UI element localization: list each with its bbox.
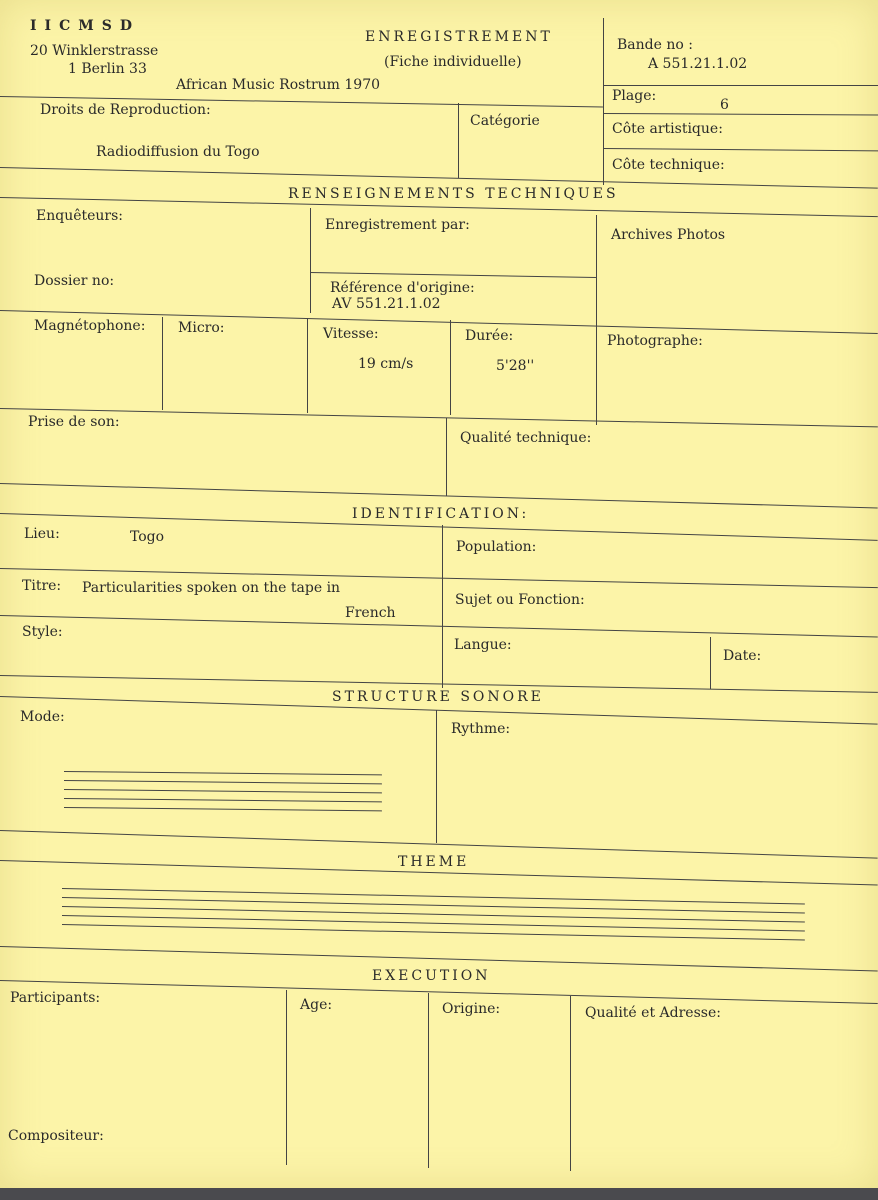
- style-label: Style:: [22, 624, 63, 640]
- duree-value: 5'28'': [496, 358, 535, 374]
- vitesse-label: Vitesse:: [323, 326, 379, 342]
- lieu-label: Lieu:: [24, 526, 60, 542]
- mode-label: Mode:: [20, 709, 65, 725]
- date-label: Date:: [723, 648, 762, 664]
- photographe-label: Photographe:: [607, 333, 703, 349]
- section-identification: IDENTIFICATION:: [352, 506, 530, 522]
- event-name: African Music Rostrum 1970: [176, 77, 381, 93]
- rythme-label: Rythme:: [451, 721, 511, 737]
- sujet-label: Sujet ou Fonction:: [455, 592, 585, 608]
- archives-photos-label: Archives Photos: [611, 227, 726, 243]
- section-structure-sonore: STRUCTURE SONORE: [332, 689, 544, 705]
- vitesse-value: 19 cm/s: [358, 356, 414, 372]
- address-line-1: 20 Winklerstrasse: [30, 43, 159, 59]
- section-renseignements-techniques: RENSEIGNEMENTS TECHNIQUES: [288, 186, 619, 202]
- titre-value-line2: French: [345, 605, 396, 621]
- micro-label: Micro:: [178, 320, 225, 336]
- origine-label: Origine:: [442, 1001, 501, 1017]
- droits-value: Radiodiffusion du Togo: [96, 144, 260, 160]
- duree-label: Durée:: [465, 328, 514, 344]
- enregistrement-par-label: Enregistrement par:: [325, 217, 470, 233]
- enqueteurs-label: Enquêteurs:: [36, 208, 124, 224]
- categorie-label: Catégorie: [470, 113, 540, 129]
- compositeur-label: Compositeur:: [8, 1128, 104, 1144]
- address-line-2: 1 Berlin 33: [68, 61, 147, 77]
- lieu-value: Togo: [130, 529, 165, 545]
- qualite-technique-label: Qualité technique:: [460, 430, 592, 446]
- iicmsd-logo: IICMSD: [30, 18, 140, 34]
- bande-value: A 551.21.1.02: [648, 56, 748, 72]
- titre-label: Titre:: [22, 578, 62, 594]
- form-title: ENREGISTREMENT: [365, 29, 553, 45]
- dossier-label: Dossier no:: [34, 273, 115, 289]
- magnetophone-label: Magnétophone:: [34, 318, 146, 334]
- cote-technique-label: Côte technique:: [612, 157, 725, 173]
- participants-label: Participants:: [10, 990, 101, 1006]
- section-execution: EXECUTION: [372, 968, 491, 984]
- reference-label: Référence d'origine:: [330, 280, 475, 296]
- droits-label: Droits de Reproduction:: [40, 102, 211, 118]
- titre-value-line1: Particularities spoken on the tape in: [82, 580, 341, 596]
- plage-value: 6: [720, 97, 729, 113]
- reference-value: AV 551.21.1.02: [332, 296, 441, 312]
- form-subtitle: (Fiche individuelle): [384, 54, 522, 70]
- population-label: Population:: [456, 539, 537, 555]
- section-theme: THEME: [398, 854, 470, 870]
- qualite-adresse-label: Qualité et Adresse:: [585, 1005, 721, 1021]
- langue-label: Langue:: [454, 637, 512, 653]
- age-label: Age:: [300, 997, 333, 1013]
- plage-label: Plage:: [612, 88, 657, 104]
- bande-label: Bande no :: [617, 37, 693, 53]
- prise-de-son-label: Prise de son:: [28, 414, 120, 430]
- cote-artistique-label: Côte artistique:: [612, 121, 723, 137]
